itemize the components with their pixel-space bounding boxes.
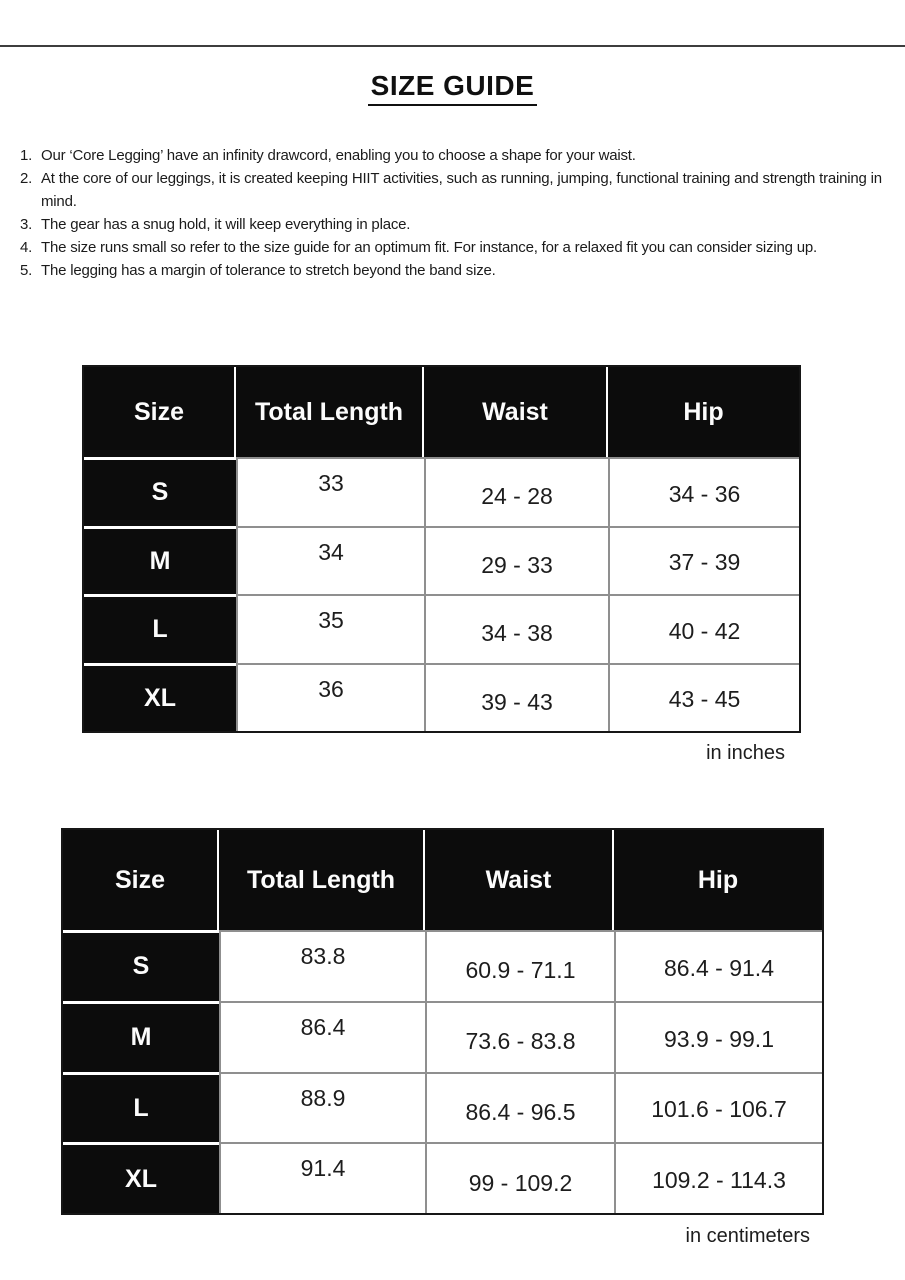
waist-cell: 39 - 43 [424,663,608,732]
table-row [84,663,799,732]
note-text: The size runs small so refer to the size guide for an optimum fit. For instance, for a relaxed fit you can consider sizing up. [41,239,818,256]
hip-cell: 101.6 - 106.7 [614,1072,822,1143]
note-number: 2. [20,170,33,187]
unit-label-inches: in inches [706,742,785,764]
size-table-inches [82,365,801,733]
length-cell: 91.4 [219,1142,425,1213]
note-item [20,213,888,236]
note-number: 5. [20,262,33,279]
table-row [84,526,799,595]
table-row [63,1072,822,1143]
length-cell: 86.4 [219,1001,425,1072]
column-header-length: Total Length [219,830,425,930]
hip-cell: 86.4 - 91.4 [614,930,822,1001]
hip-cell: 40 - 42 [608,594,799,663]
hip-cell: 93.9 - 99.1 [614,1001,822,1072]
waist-cell: 60.9 - 71.1 [425,930,614,1001]
column-header-hip: Hip [614,830,822,930]
table-header-row [84,367,799,457]
size-cell: XL [84,663,236,732]
size-cell: M [63,1001,219,1072]
note-text: Our ‘Core Legging’ have an infinity drawcord, enabling you to choose a shape for your waist. [41,147,636,164]
page-title: SIZE GUIDE [368,70,538,106]
note-number: 3. [20,216,33,233]
note-text: At the core of our leggings, it is created keeping HIIT activities, such as running, jumping, functional training and strength training in mind. [41,170,882,210]
length-cell: 36 [236,663,424,732]
note-number: 1. [20,147,33,164]
size-cell: S [84,457,236,526]
column-header-waist: Waist [424,367,608,457]
note-text: The legging has a margin of tolerance to stretch beyond the band size. [41,262,496,279]
table-header-row [63,830,822,930]
waist-cell: 29 - 33 [424,526,608,595]
table-row [63,930,822,1001]
column-header-size: Size [63,830,219,930]
hip-cell: 109.2 - 114.3 [614,1142,822,1213]
column-header-size: Size [84,367,236,457]
column-header-waist: Waist [425,830,614,930]
length-cell: 33 [236,457,424,526]
length-cell: 34 [236,526,424,595]
size-cell: M [84,526,236,595]
size-table-centimeters [61,828,824,1215]
size-cell: S [63,930,219,1001]
length-cell: 35 [236,594,424,663]
note-text: The gear has a snug hold, it will keep everything in place. [41,216,411,233]
note-number: 4. [20,239,33,256]
note-item [20,236,888,259]
hip-cell: 34 - 36 [608,457,799,526]
size-cell: L [84,594,236,663]
waist-cell: 99 - 109.2 [425,1142,614,1213]
table-row [63,1001,822,1072]
waist-cell: 73.6 - 83.8 [425,1001,614,1072]
top-divider [0,45,905,47]
hip-cell: 43 - 45 [608,663,799,732]
table-row [84,594,799,663]
column-header-hip: Hip [608,367,799,457]
hip-cell: 37 - 39 [608,526,799,595]
note-item [20,144,888,167]
waist-cell: 34 - 38 [424,594,608,663]
table-row [63,1142,822,1213]
note-item [20,259,888,282]
length-cell: 83.8 [219,930,425,1001]
notes-list [20,144,888,282]
note-item [20,167,888,213]
title-container [0,70,905,106]
waist-cell: 24 - 28 [424,457,608,526]
column-header-length: Total Length [236,367,424,457]
length-cell: 88.9 [219,1072,425,1143]
waist-cell: 86.4 - 96.5 [425,1072,614,1143]
unit-label-centimeters: in centimeters [685,1225,810,1247]
size-cell: XL [63,1142,219,1213]
size-cell: L [63,1072,219,1143]
table-row [84,457,799,526]
